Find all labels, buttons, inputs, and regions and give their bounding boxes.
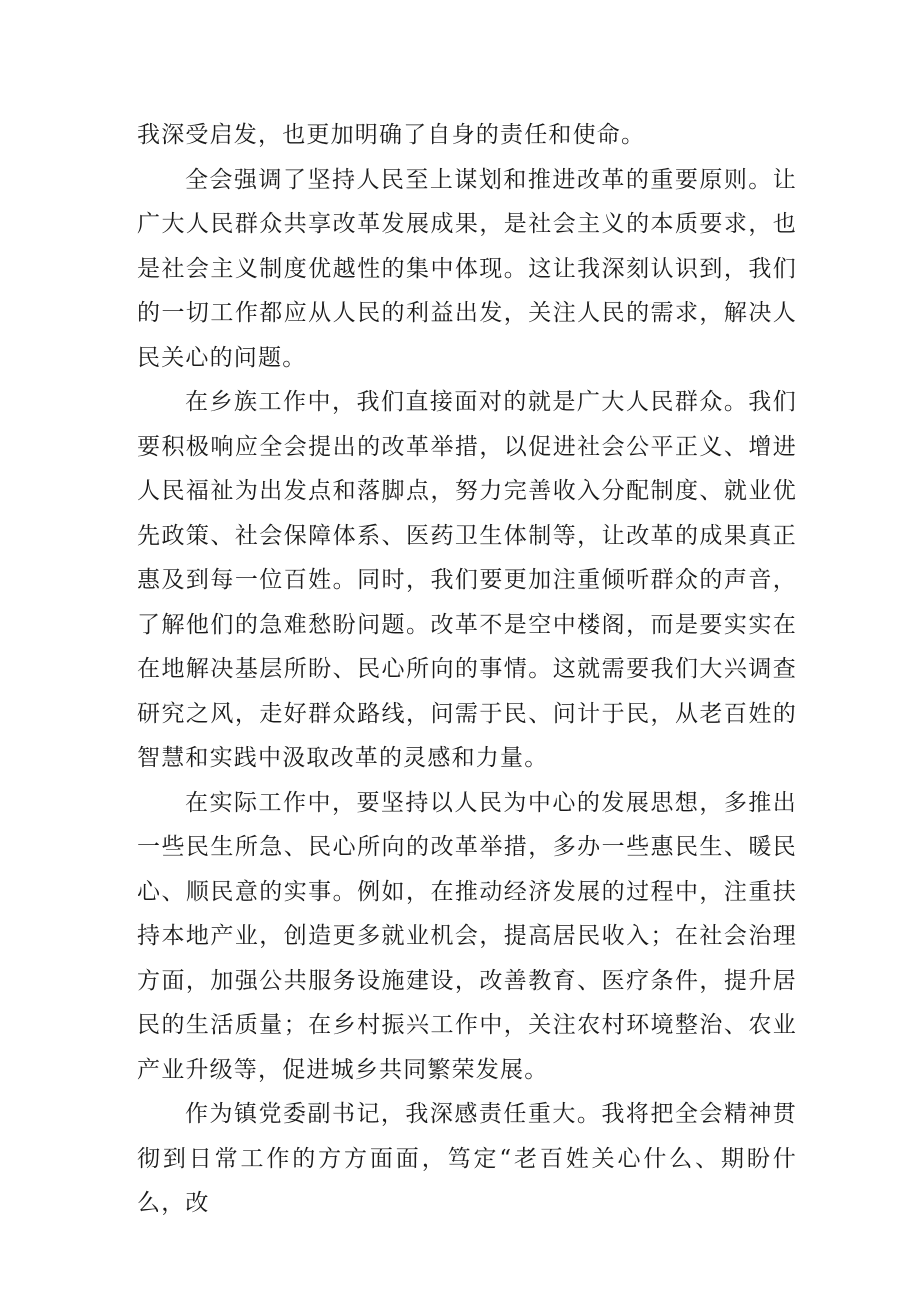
paragraph-4: 在实际工作中，要坚持以人民为中心的发展思想，多推出一些民生所急、民心所向的改革举措，多办一些惠民生、暖民心、顺民意的实事。例如，在推动经济发展的过程中，注重扶持本地产业，创造更多就业机会，提高居民收入；在社会治理方面，加强公共服务设施建设，改善教育、医疗条件，提升居民的生活质量；在乡村振兴工作中，关注农村环境整治、农业产业升级等，促进城乡共同繁荣发展。 — [137, 789, 797, 1083]
paragraph-2: 全会强调了坚持人民至上谋划和推进改革的重要原则。让广大人民群众共享改革发展成果，是社会主义的本质要求，也是社会主义制度优越性的集中体现。这让我深刻认识到，我们的一切工作都应从人民的利益出发，关注人民的需求，解决人民关心的问题。 — [137, 166, 797, 371]
paragraph-5: 作为镇党委副书记，我深感责任重大。我将把全会精神贯彻到日常工作的方方面面，笃定“老百姓关心什么、期盼什么，改 — [137, 1101, 797, 1216]
paragraph-1: 我深受启发，也更加明确了自身的责任和使命。 — [137, 122, 646, 148]
document-body — [137, 113, 797, 1226]
paragraph-3: 在乡族工作中，我们直接面对的就是广大人民群众。我们要积极响应全会提出的改革举措，以促进社会公平正义、增进人民福祉为出发点和落脚点，努力完善收入分配制度、就业优先政策、社会保障体系、医药卫生体制等，让改革的成果真正惠及到每一位百姓。同时，我们要更加注重倾听群众的声音，了解他们的急难愁盼问题。改革不是空中楼阁，而是要实实在在地解决基层所盼、民心所向的事情。这就需要我们大兴调查研究之风，走好群众路线，问需于民、问计于民，从老百姓的智慧和实践中汲取改革的灵感和力量。 — [137, 389, 797, 771]
